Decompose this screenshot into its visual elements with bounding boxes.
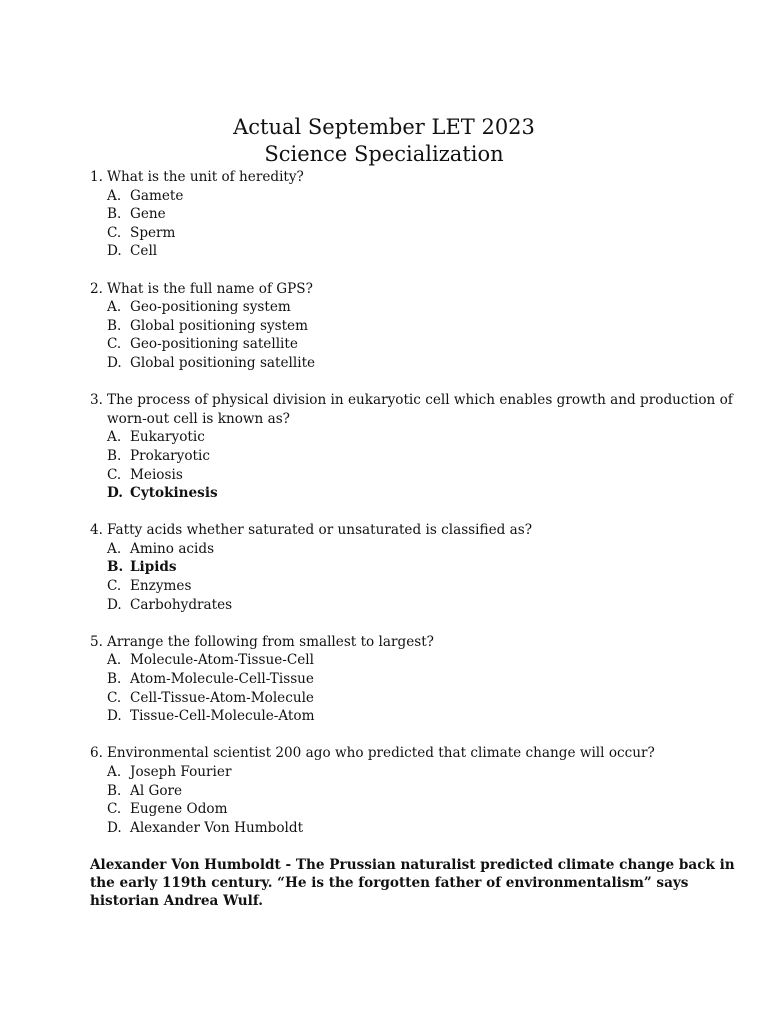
answer-option bbox=[107, 447, 750, 466]
question-item bbox=[90, 280, 750, 373]
option-letter: A. bbox=[107, 429, 122, 446]
page-title: Actual September LET 2023 bbox=[233, 115, 535, 139]
answer-option bbox=[107, 782, 750, 801]
option-text: Eugene Odom bbox=[130, 801, 228, 818]
answer-explanation: Alexander Von Humboldt - The Prussian naturalist predicted climate change back in the early 119th century. “He is the forgotten father of environmentalism” says historian Andrea Wulf. bbox=[90, 857, 735, 909]
answer-option bbox=[107, 670, 750, 689]
answer-option bbox=[107, 651, 750, 670]
option-list bbox=[90, 540, 750, 614]
option-text: Enzymes bbox=[130, 578, 192, 595]
answer-option bbox=[107, 800, 750, 819]
option-text: Amino acids bbox=[130, 540, 215, 557]
question-item bbox=[90, 633, 750, 726]
option-text: Atom-Molecule-Cell-Tissue bbox=[130, 671, 314, 688]
option-letter: B. bbox=[107, 206, 122, 223]
answer-option bbox=[107, 205, 750, 224]
answer-option bbox=[107, 819, 750, 838]
question-stem bbox=[90, 521, 750, 540]
option-text: Alexander Von Humboldt bbox=[130, 819, 304, 836]
correct-option bbox=[107, 558, 750, 577]
option-letter: C. bbox=[107, 689, 122, 706]
answer-option bbox=[107, 596, 750, 615]
option-text: Cytokinesis bbox=[130, 485, 218, 502]
option-text: Geo-positioning satellite bbox=[130, 336, 298, 353]
option-letter: D. bbox=[107, 243, 122, 260]
option-text: Cell-Tissue-Atom-Molecule bbox=[130, 689, 314, 706]
question-stem bbox=[90, 633, 750, 652]
option-letter: A. bbox=[107, 187, 122, 204]
option-letter: C. bbox=[107, 224, 122, 241]
option-text: Al Gore bbox=[130, 782, 183, 799]
option-text: Gene bbox=[130, 206, 166, 223]
option-list bbox=[90, 428, 750, 502]
option-letter: B. bbox=[107, 671, 122, 688]
question-text: What is the full name of GPS? bbox=[107, 280, 313, 297]
question-number: 3. bbox=[90, 392, 103, 409]
option-letter: A. bbox=[107, 540, 122, 557]
option-text: Prokaryotic bbox=[130, 447, 210, 464]
question-text: Fatty acids whether saturated or unsaturated is classified as? bbox=[107, 522, 533, 539]
question-stem bbox=[90, 280, 750, 299]
answer-option bbox=[107, 577, 750, 596]
answer-option bbox=[107, 707, 750, 726]
question-stem bbox=[90, 168, 750, 187]
answer-option bbox=[107, 317, 750, 336]
answer-option bbox=[107, 540, 750, 559]
answer-option bbox=[107, 689, 750, 708]
question-item bbox=[90, 168, 750, 261]
option-letter: B. bbox=[107, 559, 124, 576]
option-letter: B. bbox=[107, 782, 122, 799]
question-list bbox=[90, 168, 750, 837]
option-text: Eukaryotic bbox=[130, 429, 205, 446]
option-letter: A. bbox=[107, 299, 122, 316]
option-letter: A. bbox=[107, 764, 122, 780]
option-text: Meiosis bbox=[130, 466, 183, 483]
answer-option bbox=[107, 428, 750, 447]
answer-option bbox=[107, 763, 750, 782]
option-letter: C. bbox=[107, 466, 122, 483]
correct-option bbox=[107, 484, 750, 503]
option-letter: B. bbox=[107, 447, 122, 464]
question-text: Arrange the following from smallest to largest? bbox=[107, 633, 434, 650]
option-text: Cell bbox=[130, 243, 158, 260]
option-text: Gamete bbox=[130, 187, 184, 204]
option-text: Geo-positioning system bbox=[130, 299, 291, 316]
answer-option bbox=[107, 242, 750, 261]
question-number: 5. bbox=[90, 633, 103, 650]
option-letter: D. bbox=[107, 596, 122, 613]
question-text: Environmental scientist 200 ago who predicted that climate change will occur? bbox=[107, 745, 655, 762]
question-number: 6. bbox=[90, 745, 103, 762]
option-letter: D. bbox=[107, 708, 122, 725]
answer-option bbox=[107, 187, 750, 206]
option-list bbox=[90, 763, 750, 837]
answer-option bbox=[107, 335, 750, 354]
option-text: Joseph Fourier bbox=[130, 764, 232, 780]
question-number: 4. bbox=[90, 522, 103, 539]
option-letter: D. bbox=[107, 485, 124, 502]
option-text: Tissue-Cell-Molecule-Atom bbox=[130, 708, 315, 725]
option-list bbox=[90, 298, 750, 372]
question-stem bbox=[90, 744, 750, 763]
answer-option bbox=[107, 466, 750, 485]
option-list bbox=[90, 187, 750, 261]
option-letter: C. bbox=[107, 801, 122, 818]
option-text: Sperm bbox=[130, 224, 176, 241]
answer-option bbox=[107, 224, 750, 243]
question-text: The process of physical division in eukaryotic cell which enables growth and production of worn-out cell is known as? bbox=[107, 392, 733, 427]
question-item bbox=[90, 521, 750, 614]
page-subtitle: Science Specialization bbox=[264, 142, 504, 166]
option-letter: B. bbox=[107, 317, 122, 334]
option-letter: C. bbox=[107, 578, 122, 595]
answer-option bbox=[107, 298, 750, 317]
question-item bbox=[90, 391, 750, 503]
option-letter: C. bbox=[107, 336, 122, 353]
option-text: Global positioning satellite bbox=[130, 354, 316, 371]
option-text: Carbohydrates bbox=[130, 596, 233, 613]
option-text: Molecule-Atom-Tissue-Cell bbox=[130, 652, 314, 669]
option-letter: A. bbox=[107, 652, 122, 669]
answer-option bbox=[107, 354, 750, 373]
option-text: Global positioning system bbox=[130, 317, 308, 334]
question-number: 2. bbox=[90, 280, 103, 297]
option-list bbox=[90, 651, 750, 725]
question-item bbox=[90, 744, 750, 837]
question-stem bbox=[90, 391, 750, 428]
question-number: 1. bbox=[90, 169, 103, 185]
option-letter: D. bbox=[107, 354, 122, 371]
question-text: What is the unit of heredity? bbox=[107, 169, 304, 185]
option-text: Lipids bbox=[130, 559, 177, 576]
option-letter: D. bbox=[107, 819, 122, 836]
